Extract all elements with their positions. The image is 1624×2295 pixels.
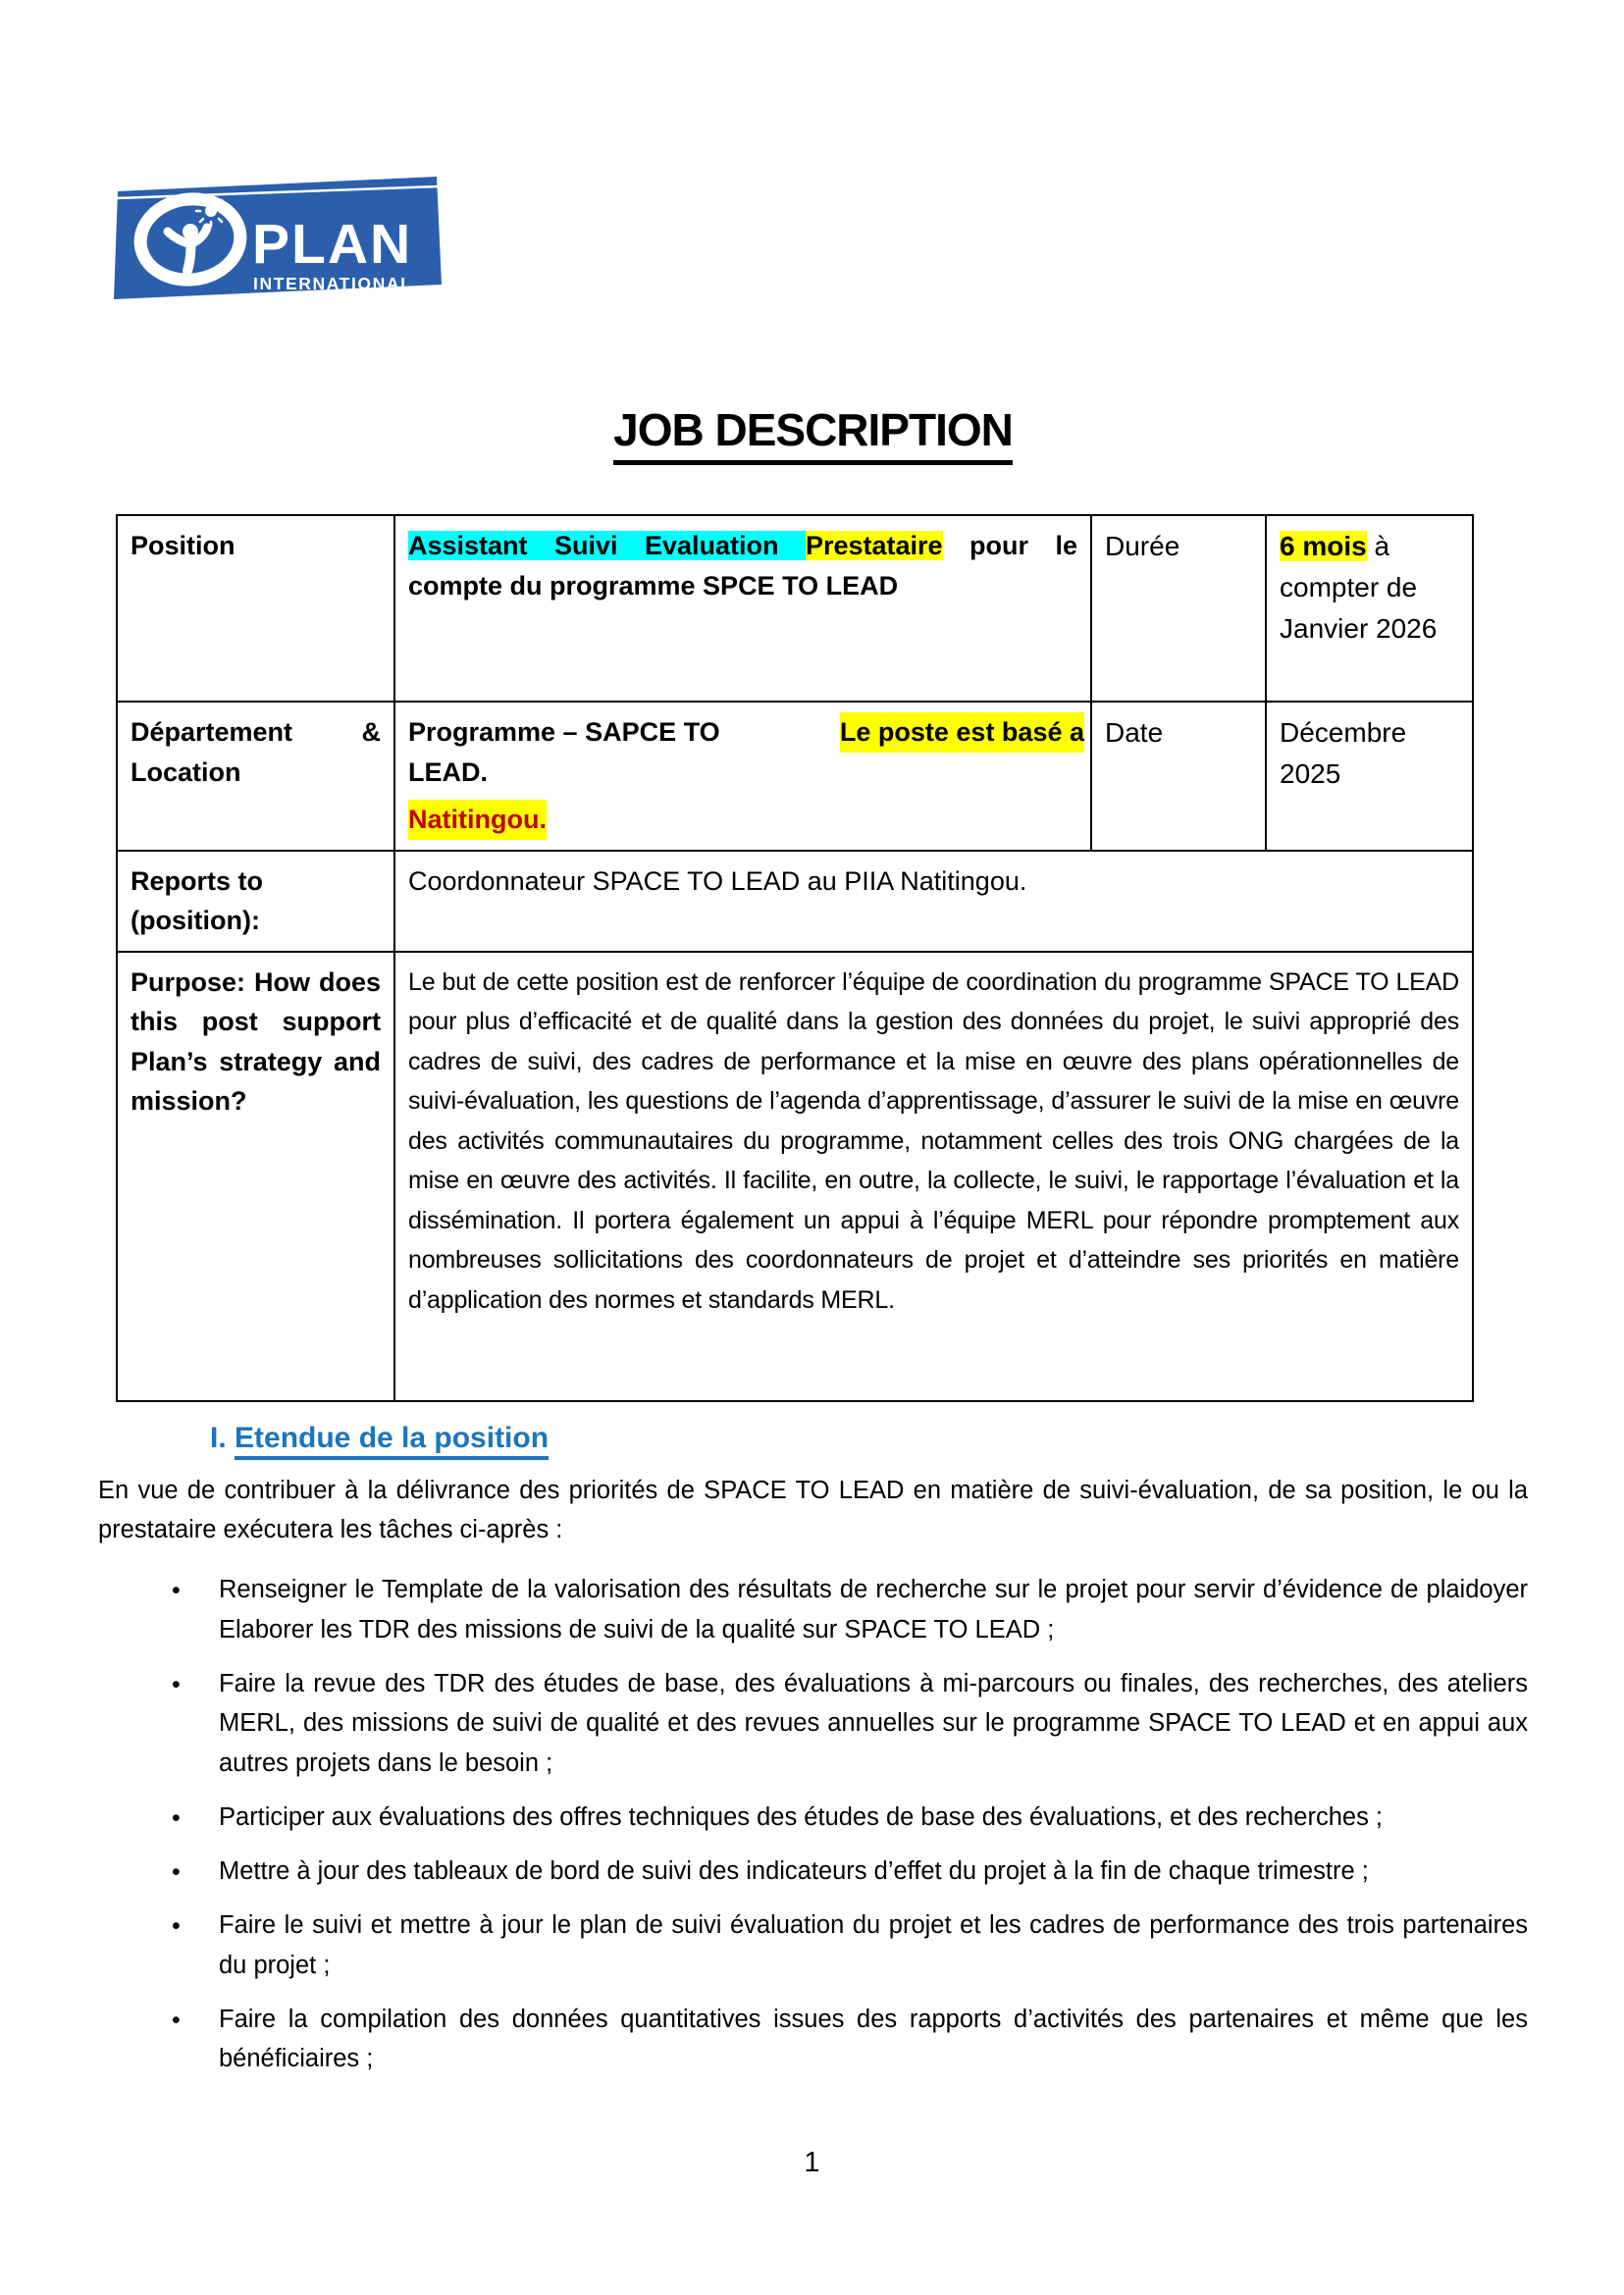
table-row-reports-to [117, 851, 1473, 952]
position-rest: pour le compte du programme SPCE TO LEAD [408, 531, 1078, 600]
intro-paragraph: En vue de contribuer à la délivrance des priorités de SPACE TO LEAD en matière de suivi-évaluation, de sa position, le ou la prestataire exécutera les tâches ci-après : [98, 1476, 1528, 1544]
department-city: Natitingou. [408, 800, 547, 840]
department-program: Programme – SAPCE TO LEAD. [408, 717, 720, 787]
page-title [98, 403, 1528, 465]
bullet-icon: • [172, 1577, 181, 1605]
list-item [172, 1905, 1528, 1986]
table-row-purpose [117, 952, 1473, 1401]
plan-logo-graphic [112, 175, 445, 305]
job-description-table [116, 514, 1474, 1402]
department-value [394, 702, 1091, 851]
page-number: 1 [804, 2147, 820, 2178]
list-item [172, 1570, 1528, 1650]
bullet-icon: • [172, 1912, 181, 1941]
position-highlight-yellow: Prestataire [805, 531, 943, 560]
duration-rest: à compter de Janvier 2026 [1280, 531, 1438, 644]
task-list [98, 1570, 1528, 2079]
task-text: Faire la revue des TDR des études de base, des évaluations à mi-parcours ou finales, des recherches, des ateliers MERL, des missions de suivi de qualité et des revues annuelles sur le programme SPACE TO LEAD et en appui aux autres projets dans le besoin ; [219, 1669, 1528, 1778]
task-text: Mettre à jour des tableaux de bord de suivi des indicateurs d’effet du projet à la fin de chaque trimestre ; [219, 1857, 1369, 1886]
plan-international-logo [112, 175, 445, 305]
bullet-icon: • [172, 1804, 181, 1833]
date-value: Décembre 2025 [1266, 702, 1473, 851]
position-value [394, 515, 1091, 702]
task-text: Faire la compilation des données quantitatives issues des rapports d’activités des partenaires et même que les bénéficiaires ; [219, 2005, 1528, 2073]
bullet-icon: • [172, 1670, 181, 1698]
table-row-position [117, 515, 1473, 702]
purpose-value: Le but de cette position est de renforcer l’équipe de coordination du programme SPACE TO LEAD pour plus d’efficacité et de qualité dans la gestion des données du projet, le suivi approprié des cadres de suivi, des cadres de performance et la mise en œuvre des plans opérationnelles de suivi-évaluation, les questions de l’agenda d’apprentissage, d’assurer le suivi de la mise en œuvre des activités communautaires du programme, notamment celles des trois ONG chargées de la mise en œuvre des activités. Il facilite, en outre, la collecte, le suivi, le rapportage l’évaluation et la dissémination. Il portera également un appui à l’équipe MERL pour répondre promptement aux nombreuses sollicitations des coordonnateurs de projet et d’atteindre ses priorités en matière d’application des normes et standards MERL. [394, 952, 1473, 1401]
list-item [172, 1664, 1528, 1784]
logo-wordmark: PLAN [252, 213, 413, 276]
position-label: Position [117, 515, 394, 702]
duration-value [1266, 515, 1473, 702]
duration-highlight-yellow: 6 mois [1280, 531, 1367, 561]
task-text: Participer aux évaluations des offres techniques des études de base des évaluations, et des recherches ; [219, 1803, 1384, 1832]
position-highlight-cyan: Assistant Suivi Evaluation [408, 531, 806, 560]
bullet-icon: • [172, 2006, 181, 2034]
location-note: Le poste est basé a [840, 712, 1084, 753]
table-row-department [117, 702, 1473, 851]
page-title-text: JOB DESCRIPTION [613, 403, 1013, 465]
duration-label: Durée [1091, 515, 1266, 702]
date-label: Date [1091, 702, 1266, 851]
section-title: Etendue de la position [235, 1422, 549, 1460]
bullet-icon: • [172, 1858, 181, 1887]
section-number: I. [210, 1421, 227, 1454]
task-text: Renseigner le Template de la valorisation des résultats de recherche sur le projet pour servir d’évidence de plaidoyer Elaborer les TDR des missions de suivi de la qualité sur SPACE TO LEAD ; [219, 1576, 1528, 1643]
section-heading-etendue [210, 1422, 1528, 1455]
task-text: Faire le suivi et mettre à jour le plan de suivi évaluation du projet et les cadres de performance des trois partenaires du projet ; [219, 1911, 1528, 1979]
reports-to-label: Reports to (position): [117, 851, 394, 952]
list-item [172, 1798, 1528, 1838]
department-label: Département & Location [117, 702, 394, 851]
list-item [172, 1852, 1528, 1892]
reports-to-value: Coordonnateur SPACE TO LEAD au PIIA Natitingou. [394, 851, 1473, 952]
logo-subtitle: INTERNATIONAL [253, 274, 413, 293]
list-item [172, 2000, 1528, 2080]
purpose-label: Purpose: How does this post support Plan’s strategy and mission? [117, 952, 394, 1401]
